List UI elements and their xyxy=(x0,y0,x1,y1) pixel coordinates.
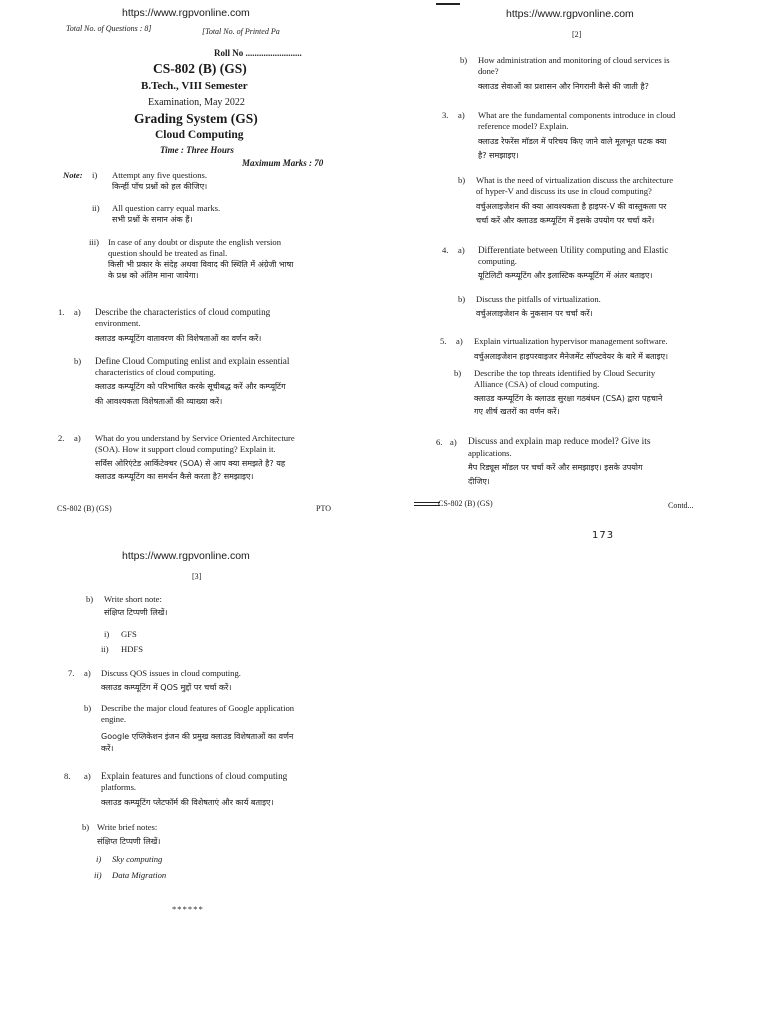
q1b-hi2: की आवश्यकता विशेषताओं की व्याख्या करें। xyxy=(95,397,223,406)
q1a-en2: environment. xyxy=(95,318,141,328)
scheme-title: Grading System (GS) xyxy=(134,111,258,126)
q3b-hi2: चर्चा करें और क्लाउड कम्प्यूटिंग में इसके उपयोग पर चर्चा करें। xyxy=(476,216,655,225)
q5b-label: b) xyxy=(454,368,462,378)
q6b-item-1-num: i) xyxy=(104,629,110,639)
q5a-hi: वर्चुअलाइजेशन हाइपरवाइजर मैनेजमेंट सॉफ्टवेयर के बारे में बताइए। xyxy=(474,352,669,361)
q4b-hi: वर्चुअलाइजेशन के नुकसान पर चर्चा करें। xyxy=(476,309,593,318)
note-2 xyxy=(112,203,220,225)
q4-num: 4. xyxy=(442,245,449,255)
max-marks: Maximum Marks : 70 xyxy=(242,158,324,168)
page3-number: [3] xyxy=(192,572,202,581)
q1b xyxy=(95,356,289,407)
time-allowed: Time : Three Hours xyxy=(160,145,234,155)
q3-num: 3. xyxy=(442,110,449,120)
note-3-en1: In case of any doubt or dispute the english version xyxy=(108,237,282,247)
note-3-hi1: किसी भी प्रकार के संदेह अथवा विवाद की स्थिति में अंग्रेजी भाषा xyxy=(108,260,294,269)
q7a-label: a) xyxy=(84,668,91,678)
q2a-hi1: सर्विस ओरिएंटेड आर्किटेक्चर (SOA) से आप क्या समझते है? यह xyxy=(95,459,286,468)
q8b-item-2: Data Migration xyxy=(112,870,167,880)
q3b-en2: of hyper-V and discuss its use in cloud computing? xyxy=(476,186,652,196)
q3a-hi1: क्लाउड रेफरेंस मॉडल में परिचय किए जाने वाले मूलभूत घटक क्या xyxy=(478,137,667,146)
q2-num: 2. xyxy=(58,433,65,443)
note-1-en: Attempt any five questions. xyxy=(112,170,207,180)
q8b-hi: संक्षिप्त टिप्पणी लिखें। xyxy=(97,837,161,846)
q1b-en2: characteristics of cloud computing. xyxy=(95,367,216,377)
q8-num: 8. xyxy=(64,771,71,781)
q2b xyxy=(478,55,670,92)
page1-url-header: https://www.rgpvonline.com xyxy=(122,7,250,19)
page-3 xyxy=(0,540,384,920)
q6a xyxy=(468,437,651,487)
q4a-en1: Differentiate between Utility computing and Elastic xyxy=(478,245,669,255)
note-1-hi: किन्हीं पाँच प्रश्नों को हल कीजिए। xyxy=(112,182,208,191)
q8b xyxy=(97,822,160,847)
q8a-en2: platforms. xyxy=(101,782,137,792)
q3a-en1: What are the fundamental components introduce in cloud xyxy=(478,110,676,120)
q5b xyxy=(474,368,662,417)
q8a-en1: Explain features and functions of cloud computing xyxy=(101,771,288,781)
page3-url-header: https://www.rgpvonline.com xyxy=(122,550,250,562)
q5b-hi2: गए शीर्ष खतरों का वर्णन करें। xyxy=(474,407,560,416)
q2a-label: a) xyxy=(74,433,81,443)
q2b-en1: How administration and monitoring of cloud services is xyxy=(478,55,670,65)
q1a-hi: क्लाउड कम्प्यूटिंग वातावरण की विशेषताओं का वर्णन करें। xyxy=(95,334,262,343)
q1b-en1: Define Cloud Computing enlist and explain essential xyxy=(95,356,290,366)
q6b-hi: संक्षिप्त टिप्पणी लिखें। xyxy=(104,608,168,617)
q7b-en1: Describe the major cloud features of Google application xyxy=(101,703,295,713)
q6b-en: Write short note: xyxy=(104,594,162,604)
q7b-hi2: करें। xyxy=(101,744,114,753)
q4b-en: Discuss the pitfalls of virtualization. xyxy=(476,294,601,304)
q2a-en2: (SOA). How it support cloud computing? Explain it. xyxy=(95,444,276,454)
q8b-label: b) xyxy=(82,822,90,832)
subject-title: Cloud Computing xyxy=(155,129,244,141)
q6b-label: b) xyxy=(86,594,94,604)
q2b-hi: क्लाउड सेवाओं का प्रशासन और निगरानी कैसे की जाती है? xyxy=(478,82,649,91)
q7a-hi: क्लाउड कम्प्यूटिंग में QOS मुद्दों पर चर्चा करें। xyxy=(101,683,232,692)
q6a-en1: Discuss and explain map reduce model? Give its xyxy=(468,437,651,447)
q4b xyxy=(476,294,601,319)
q2a-hi2: क्लाउड कम्प्यूटिंग का समर्थन कैसे करता है? समझाइए। xyxy=(95,472,254,481)
q8a-hi: क्लाउड कम्प्यूटिंग प्लेटफॉर्म की विशेषताएं और कार्य बताइए। xyxy=(101,798,274,807)
note-3 xyxy=(108,237,293,281)
q2a xyxy=(95,433,295,482)
paper-code: CS-802 (B) (GS) xyxy=(153,61,247,76)
roll-no: Roll No ......................... xyxy=(214,48,302,58)
q7a-en: Discuss QOS issues in cloud computing. xyxy=(101,668,241,678)
q7b-hi1: Google एप्लिकेशन इंजन की प्रमुख क्लाउड विशेषताओं का वर्णन xyxy=(101,732,294,741)
q5-num: 5. xyxy=(440,336,447,346)
course-title: B.Tech., VIII Semester xyxy=(141,80,248,92)
q4a-hi: यूटिलिटी कम्प्यूटिंग और इलास्टिक कम्प्यूटिंग में अंतर बताइए। xyxy=(478,271,653,280)
total-pages: [Total No. of Printed Pa xyxy=(202,27,280,36)
q3b-hi1: वर्चुअलाइजेशन की क्या आवश्यकता है हाइपर-V की वास्तुकला पर xyxy=(476,202,667,211)
q5a-label: a) xyxy=(456,336,463,346)
q1-num: 1. xyxy=(58,307,65,317)
q4b-label: b) xyxy=(458,294,466,304)
note-1 xyxy=(112,170,207,192)
q3b xyxy=(476,175,673,226)
page2-footer-contd: Contd... xyxy=(668,501,694,510)
q5b-en2: Alliance (CSA) of cloud computing. xyxy=(474,379,600,389)
q5b-hi1: क्लाउड कम्प्यूटिंग के क्लाउड सुरक्षा गठबंधन (CSA) द्वारा पहचाने xyxy=(474,394,663,403)
page2-url-header: https://www.rgpvonline.com xyxy=(506,8,634,20)
q3a-hi2: है? समझाइए। xyxy=(478,151,519,160)
page1-footer-pto: PTO xyxy=(316,504,331,513)
end-of-paper-mark: ****** xyxy=(172,904,204,914)
q2a-en1: What do you understand by Service Oriented Architecture xyxy=(95,433,295,443)
q8a-label: a) xyxy=(84,771,91,781)
q3a-en2: reference model? Explain. xyxy=(478,121,569,131)
note-2-en: All question carry equal marks. xyxy=(112,203,221,213)
page-1 xyxy=(0,0,384,520)
q6b xyxy=(104,594,167,618)
q7b-en2: engine. xyxy=(101,714,127,724)
q6b-item-2: HDFS xyxy=(121,644,143,654)
q7-num: 7. xyxy=(68,668,75,678)
q5a-en: Explain virtualization hypervisor management software. xyxy=(474,336,668,346)
note-1-num: i) xyxy=(92,170,98,180)
page1-footer-code: CS-802 (B) (GS) xyxy=(57,504,112,513)
note-label: Note: xyxy=(63,170,83,180)
q6-num: 6. xyxy=(436,437,443,447)
page2-number: [2] xyxy=(572,30,582,39)
total-questions: Total No. of Questions : 8] xyxy=(66,24,152,33)
q8b-item-1: Sky computing xyxy=(112,854,163,864)
q7b xyxy=(101,703,294,754)
q4a-en2: computing. xyxy=(478,256,517,266)
q8b-item-1-num-label: i) xyxy=(96,854,102,864)
handwritten-stamp: 173 xyxy=(592,530,615,541)
q7b-label: b) xyxy=(84,703,92,713)
q8a xyxy=(101,771,287,808)
q6a-en2: applications. xyxy=(468,448,512,458)
page2-footer-code: CS-802 (B) (GS) xyxy=(438,499,493,508)
q4a-label: a) xyxy=(458,245,465,255)
q3a-label: a) xyxy=(458,110,465,120)
footer-scan-mark-2 xyxy=(414,505,440,506)
q6b-item-2-num: ii) xyxy=(101,644,109,654)
q3b-label: b) xyxy=(458,175,466,185)
footer-scan-mark xyxy=(414,502,440,503)
q6b-item-1: GFS xyxy=(121,629,137,639)
q3a xyxy=(478,110,675,161)
q4a xyxy=(478,245,668,281)
note-3-en2: question should be treated as final. xyxy=(108,248,228,258)
exam-session: Examination, May 2022 xyxy=(148,97,245,108)
q2b-en2: done? xyxy=(478,66,499,76)
q8b-item-2-num-label: ii) xyxy=(94,870,102,880)
q3b-en1: What is the need of virtualization discuss the architecture xyxy=(476,175,674,185)
q7a xyxy=(101,668,241,693)
note-3-num: iii) xyxy=(89,237,100,247)
q1a-label: a) xyxy=(74,307,81,317)
q1b-label: b) xyxy=(74,356,82,366)
q2b-label: b) xyxy=(460,55,468,65)
page-2 xyxy=(384,0,768,540)
note-3-hi2: के प्रश्न को अंतिम माना जायेगा। xyxy=(108,271,199,280)
note-2-num: ii) xyxy=(92,203,100,213)
q8b-en: Write brief notes: xyxy=(97,822,158,832)
q6a-hi1: मैप रिड्यूस मॉडल पर चर्चा करें और समझाइए। इसके उपयोग xyxy=(468,463,643,472)
scan-mark-top xyxy=(436,3,460,5)
q1b-hi1: क्लाउड कम्प्यूटिंग को परिभाषित करके सूचीबद्ध करें और कम्प्यूटिंग xyxy=(95,382,286,391)
q6a-hi2: दीजिए। xyxy=(468,477,490,486)
q5a xyxy=(474,336,668,362)
q1a xyxy=(95,307,270,344)
q1a-en1: Describe the characteristics of cloud computing xyxy=(95,307,271,317)
q5b-en1: Describe the top threats identified by Cloud Security xyxy=(474,368,656,378)
q6a-label: a) xyxy=(450,437,457,447)
note-2-hi: सभी प्रश्नों के समान अंक हैं। xyxy=(112,215,193,224)
